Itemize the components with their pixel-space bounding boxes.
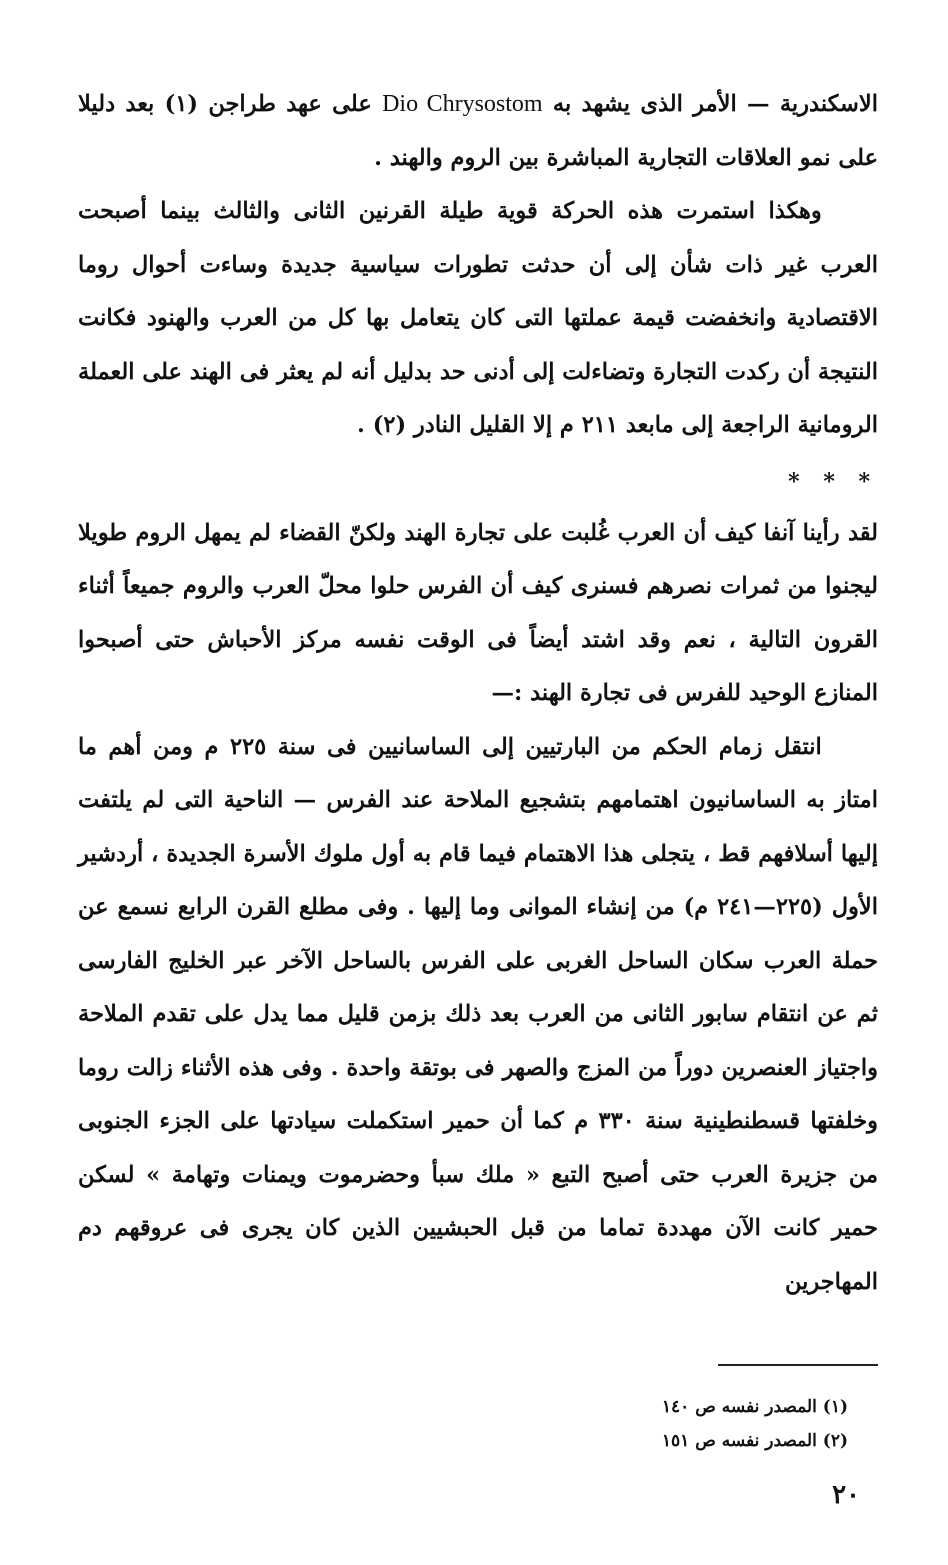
footnote-divider: [718, 1364, 878, 1366]
footnote-1: (١) المصدر نفسه ص ١٤٠: [661, 1397, 848, 1417]
paragraph-3: لقد رأينا آنفا كيف أن العرب غُلبت على تجارة الهند ولكنّ القضاء لم يمهل الروم طويلا ليجنوا من ثمرات نصرهم فسنرى كيف أن الفرس حلوا محلّ العرب والروم جميعاً أثناء القرون التالية ، نعم وقد اشتد أيضاً فى الوقت نفسه مركز الأحباش حتى أصبحوا المنازع الوحيد للفرس فى تجارة الهند :—: [78, 519, 878, 706]
latin-author-name: Dio Chrysostom: [382, 91, 543, 117]
paragraph-1-part-a: الاسكندرية — الأمر الذى يشهد به: [542, 91, 878, 117]
footnotes: [662, 1390, 848, 1458]
paragraph-2: وهكذا استمرت هذه الحركة قوية طيلة القرنين الثانى والثالث بينما أصبحت العرب غير ذات شأن إلى أن حدثت تطورات سياسية جديدة وساءت أحوال روما الاقتصادية وانخفضت قيمة عملتها التى كان يتعامل بها كل من العرب والهنود فكانت النتيجة أن ركدت التجارة وتضاءلت إلى أدنى حد بدليل أنه لم يعثر فى الهند على العملة الرومانية الراجعة إلى مابعد ٢١١ م إلا القليل النادر (٢) .: [78, 198, 878, 438]
section-separator: * * *: [788, 468, 878, 495]
paragraph-4: انتقل زمام الحكم من البارتيين إلى الساسانيين فى سنة ٢٢٥ م ومن أهم ما امتاز به الساسانيون اهتمامهم بتشجيع الملاحة عند الفرس — الناحية التى لم يلتفت إليها أسلافهم قط ، يتجلى هذا الاهتمام فيما قام به أول ملوك الأسرة الجديدة ، أردشير الأول (٢٢٥—٢٤١ م) من إنشاء الموانى وما إليها . وفى مطلع القرن الرابع نسمع عن حملة العرب سكان الساحل الغربى على الفرس بالساحل الآخر عبر الخليج الفارسى ثم عن انتقام سابور الثانى من العرب بعد ذلك بزمن قليل مما يدل على تقدم الملاحة واجتياز العنصرين دوراً من المزج والصهر فى بوتقة واحدة . وفى هذه الأثناء زالت روما وخلفتها قسطنطينية سنة ٣٣٠ م كما أن حمير استكملت سيادتها على الجزء الجنوبى من جزيرة العرب حتى أصبح التبع « ملك سبأ وحضرموت ويمنات وتهامة » لسكن حمير كانت الآن مهددة تماما من قبل الحبشيين الذين كان يجرى فى عروقهم دم المهاجرين: [78, 733, 878, 1295]
paragraph-continuation: [78, 78, 878, 185]
footnote-2: (٢) المصدر نفسه ص ١٥١: [661, 1431, 848, 1451]
page-body: [78, 78, 878, 1309]
paragraph-1-part-b: على عهد طراجن (١) بعد دليلا على نمو العلاقات التجارية المباشرة بين الروم والهند .: [78, 91, 878, 171]
page-number: ٢٠: [832, 1480, 860, 1510]
